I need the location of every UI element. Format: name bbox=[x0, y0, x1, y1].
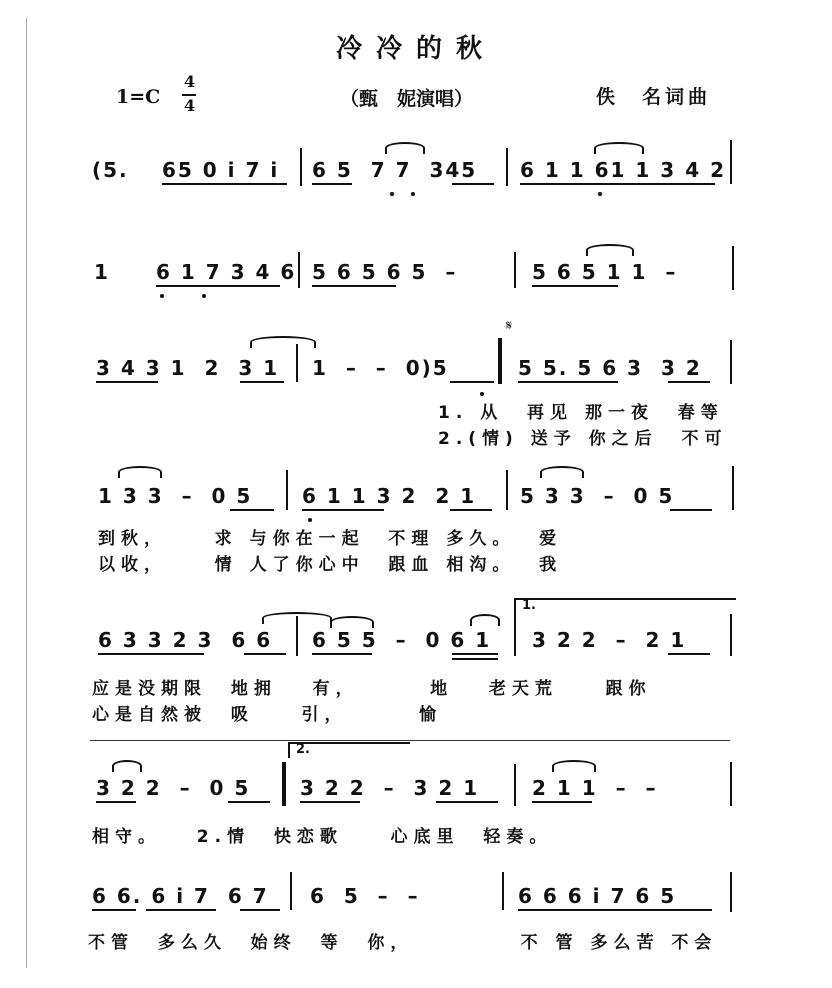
beam bbox=[92, 909, 136, 911]
bar-line bbox=[290, 872, 292, 910]
beam bbox=[162, 183, 287, 185]
lyrics-verse-2: 心是自然被 吸 引， 愉 bbox=[92, 705, 443, 725]
measure: 6 5 5 – 0 6 1 bbox=[312, 628, 492, 652]
measure: 2 1 1 – – bbox=[532, 776, 658, 800]
separator-line bbox=[90, 740, 730, 741]
bar-line bbox=[514, 252, 516, 288]
beam bbox=[452, 183, 494, 185]
beam bbox=[450, 509, 492, 511]
beam bbox=[300, 801, 360, 803]
volta-label: 2. bbox=[296, 742, 310, 757]
measure: 65 0 i 7 i bbox=[162, 158, 280, 182]
beam bbox=[518, 909, 712, 911]
measure: 6 6. 6 i 7 6 7 bbox=[92, 884, 269, 908]
measure: 3 2 2 – 0 5 bbox=[96, 776, 251, 800]
repeat-bar bbox=[282, 762, 286, 806]
bar-line bbox=[506, 470, 508, 510]
measure: 1 3 3 – 0 5 bbox=[98, 484, 253, 508]
slur bbox=[470, 614, 500, 626]
repeat-bar bbox=[498, 338, 502, 384]
composer-credit: 佚 名词曲 bbox=[596, 86, 712, 108]
measure: 6 1 1 61 1 3 4 2 bbox=[520, 158, 726, 182]
beam bbox=[156, 285, 280, 287]
lyrics-verse-2: 2.(情) 送予 你之后 不可 bbox=[438, 429, 728, 449]
beam bbox=[98, 653, 204, 655]
bar-line bbox=[730, 762, 732, 806]
bar-line bbox=[730, 872, 732, 912]
low-octave-dot bbox=[308, 518, 312, 522]
bar-line bbox=[730, 140, 732, 184]
lyrics-verse-1: 应是没期限 地拥 有， 地 老天荒 跟你 bbox=[92, 679, 652, 699]
measure: 1 – – 0)5 bbox=[312, 356, 449, 380]
measure: 1 bbox=[94, 260, 110, 284]
measure: 6 6 6 i 7 6 5 bbox=[518, 884, 677, 908]
time-signature-bottom: 4 bbox=[184, 96, 196, 115]
beam bbox=[670, 509, 712, 511]
lyrics-verse-1: 到秋， 求 与你在一起 不理 多久。 爱 bbox=[98, 529, 563, 549]
beam bbox=[452, 658, 498, 660]
bar-line bbox=[732, 246, 734, 290]
bar-line bbox=[506, 148, 508, 186]
beam bbox=[96, 381, 158, 383]
measure: 6 1 1 3 2 2 1 bbox=[302, 484, 477, 508]
bar-line bbox=[514, 612, 516, 656]
measure: 5 6 5 6 5 – bbox=[312, 260, 458, 284]
slur bbox=[385, 142, 425, 154]
beam bbox=[450, 381, 494, 383]
lyrics-verse-1: 不管 多么久 始终 等 你， 不 管 多么苦 不会 bbox=[88, 933, 718, 953]
slur bbox=[112, 760, 142, 772]
bar-line bbox=[502, 872, 504, 910]
low-octave-dot bbox=[160, 294, 164, 298]
low-octave-dot bbox=[411, 192, 415, 196]
beam bbox=[452, 653, 498, 655]
slur bbox=[552, 760, 596, 772]
slur bbox=[330, 616, 374, 628]
low-octave-dot bbox=[390, 192, 394, 196]
measure: 3 4 3 1 2 3 1 bbox=[96, 356, 280, 380]
song-title: 冷冷的秋 bbox=[335, 34, 496, 64]
beam bbox=[532, 801, 592, 803]
low-octave-dot bbox=[598, 192, 602, 196]
lyrics-verse-1: 相守。 2.情 快恋歌 心底里 轻奏。 bbox=[92, 827, 553, 847]
measure: 6 5 – – bbox=[310, 884, 420, 908]
beam bbox=[436, 801, 498, 803]
beam bbox=[240, 381, 284, 383]
bar-line bbox=[730, 340, 732, 384]
low-octave-dot bbox=[202, 294, 206, 298]
slur bbox=[540, 466, 584, 478]
lyrics-verse-1: 1. 从 再见 那一夜 春等 bbox=[438, 403, 724, 423]
beam bbox=[312, 653, 372, 655]
volta-label: 1. bbox=[522, 598, 536, 613]
slur bbox=[594, 142, 644, 154]
lyrics-verse-2: 以收， 情 人了你心中 跟血 相沟。 我 bbox=[98, 555, 563, 575]
bar-line bbox=[514, 764, 516, 806]
time-signature-top: 4 bbox=[184, 72, 196, 91]
beam bbox=[312, 183, 352, 185]
beam bbox=[518, 381, 618, 383]
beam bbox=[312, 285, 396, 287]
beam bbox=[230, 509, 274, 511]
slur bbox=[250, 336, 316, 348]
beam bbox=[302, 509, 384, 511]
beam bbox=[520, 183, 715, 185]
measure: 6 5 7 7 345 bbox=[312, 158, 478, 182]
measure: (5. bbox=[92, 158, 129, 182]
beam bbox=[668, 653, 710, 655]
singer-credit: （甄 妮演唱） bbox=[340, 88, 474, 110]
bar-line bbox=[300, 148, 302, 186]
beam bbox=[240, 909, 280, 911]
beam bbox=[96, 801, 136, 803]
measure: 6 1 7 3 4 6 bbox=[156, 260, 297, 284]
measure: 5 5. 5 6 3 3 2 bbox=[518, 356, 702, 380]
slur bbox=[586, 244, 634, 256]
slur bbox=[262, 612, 332, 624]
beam bbox=[532, 285, 618, 287]
bar-line bbox=[286, 470, 288, 510]
page-edge-line bbox=[26, 18, 27, 968]
bar-line bbox=[296, 344, 298, 382]
first-ending-bracket bbox=[514, 598, 736, 614]
beam bbox=[146, 909, 216, 911]
slur bbox=[118, 466, 162, 478]
measure: 6 3 3 2 3 6 6 bbox=[98, 628, 273, 652]
bar-line bbox=[730, 614, 732, 656]
beam bbox=[228, 801, 270, 803]
measure: 5 6 5 1 1 – bbox=[532, 260, 678, 284]
measure: 3 2 2 – 2 1 bbox=[532, 628, 687, 652]
key-signature: 1=C bbox=[116, 86, 161, 108]
beam bbox=[244, 653, 286, 655]
beam bbox=[668, 381, 710, 383]
measure: 3 2 2 – 3 2 1 bbox=[300, 776, 480, 800]
segno-icon: 𝄋 bbox=[506, 318, 513, 334]
measure: 5 3 3 – 0 5 bbox=[520, 484, 675, 508]
low-octave-dot bbox=[480, 392, 484, 396]
bar-line bbox=[732, 466, 734, 510]
bar-line bbox=[298, 252, 300, 288]
